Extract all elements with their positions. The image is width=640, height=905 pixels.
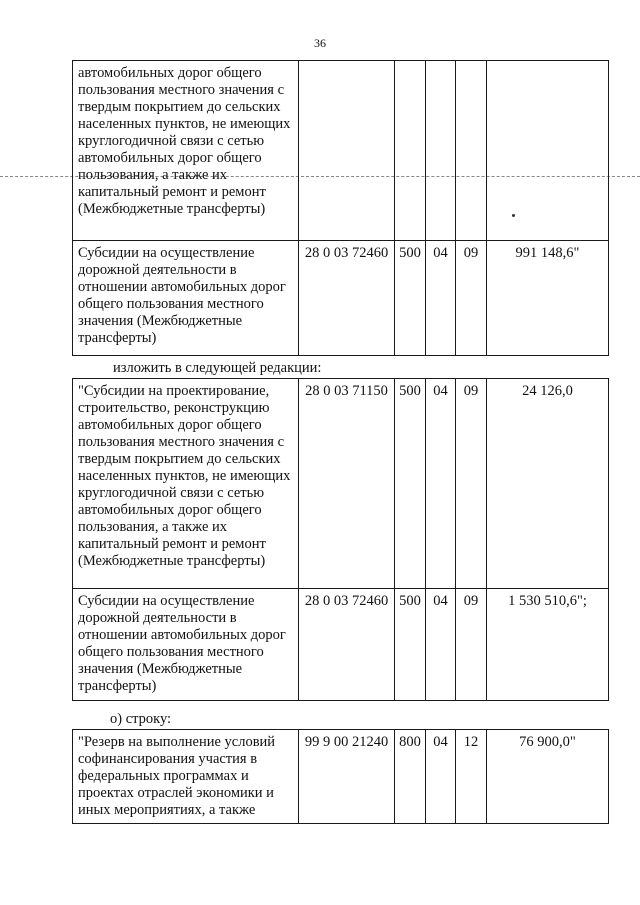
row-name-cell: "Субсидии на проектирование, строительство, реконструкцию автомобильных дорог общего пользования местного значения с твердым покрытием до сельских населенных пунктов, не имеющих круглогодичной связи с сетью автомобильных дорог общего пользования, а также их капитальный ремонт и ремонт (Межбюджетные трансферты) xyxy=(73,379,299,589)
section-cell: 04 xyxy=(426,379,456,589)
target-code-cell xyxy=(299,61,395,241)
target-code-cell: 28 0 03 72460 xyxy=(299,589,395,701)
page-number: 36 xyxy=(314,36,326,50)
budget-table-after xyxy=(72,378,609,701)
amount-cell: 991 148,6" xyxy=(487,241,609,356)
section-cell: 04 xyxy=(426,241,456,356)
expense-type-cell xyxy=(395,61,426,241)
section-cell: 04 xyxy=(426,589,456,701)
table-row xyxy=(73,61,609,241)
target-code-cell: 99 9 00 21240 xyxy=(299,730,395,824)
row-name-cell: Субсидии на осуществление дорожной деятельности в отношении автомобильных дорог общего пользования местного значения (Межбюджетные трансферты) xyxy=(73,241,299,356)
section-cell: 04 xyxy=(426,730,456,824)
table-row xyxy=(73,241,609,356)
instruction-text: о) строку: xyxy=(110,711,172,727)
target-code-cell: 28 0 03 71150 xyxy=(299,379,395,589)
subsection-cell: 09 xyxy=(456,379,487,589)
amount-cell xyxy=(487,61,609,241)
table-row xyxy=(73,589,609,701)
budget-table-before xyxy=(72,60,609,356)
row-name-cell: "Резерв на выполнение условий софинансирования участия в федеральных программах и проектах отраслей экономики и иных мероприятиях, а также xyxy=(73,730,299,824)
row-name-cell: Субсидии на осуществление дорожной деятельности в отношении автомобильных дорог общего пользования местного значения (Межбюджетные трансферты) xyxy=(73,589,299,701)
subsection-cell: 09 xyxy=(456,589,487,701)
table-row xyxy=(73,730,609,824)
instruction-text: изложить в следующей редакции: xyxy=(113,360,322,376)
expense-type-cell: 500 xyxy=(395,589,426,701)
subsection-cell: 09 xyxy=(456,241,487,356)
section-cell xyxy=(426,61,456,241)
budget-table-reserve xyxy=(72,729,609,824)
expense-type-cell: 500 xyxy=(395,379,426,589)
target-code-cell: 28 0 03 72460 xyxy=(299,241,395,356)
amount-cell: 76 900,0" xyxy=(487,730,609,824)
expense-type-cell: 500 xyxy=(395,241,426,356)
expense-type-cell: 800 xyxy=(395,730,426,824)
row-name-cell: автомобильных дорог общего пользования местного значения с твердым покрытием до сельских населенных пунктов, не имеющих круглогодичной связи с сетью автомобильных дорог общего пользования, а также их капитальный ремонт и ремонт (Межбюджетные трансферты) xyxy=(73,61,299,241)
table-row xyxy=(73,379,609,589)
amount-cell: 1 530 510,6"; xyxy=(487,589,609,701)
amount-cell: 24 126,0 xyxy=(487,379,609,589)
subsection-cell xyxy=(456,61,487,241)
subsection-cell: 12 xyxy=(456,730,487,824)
